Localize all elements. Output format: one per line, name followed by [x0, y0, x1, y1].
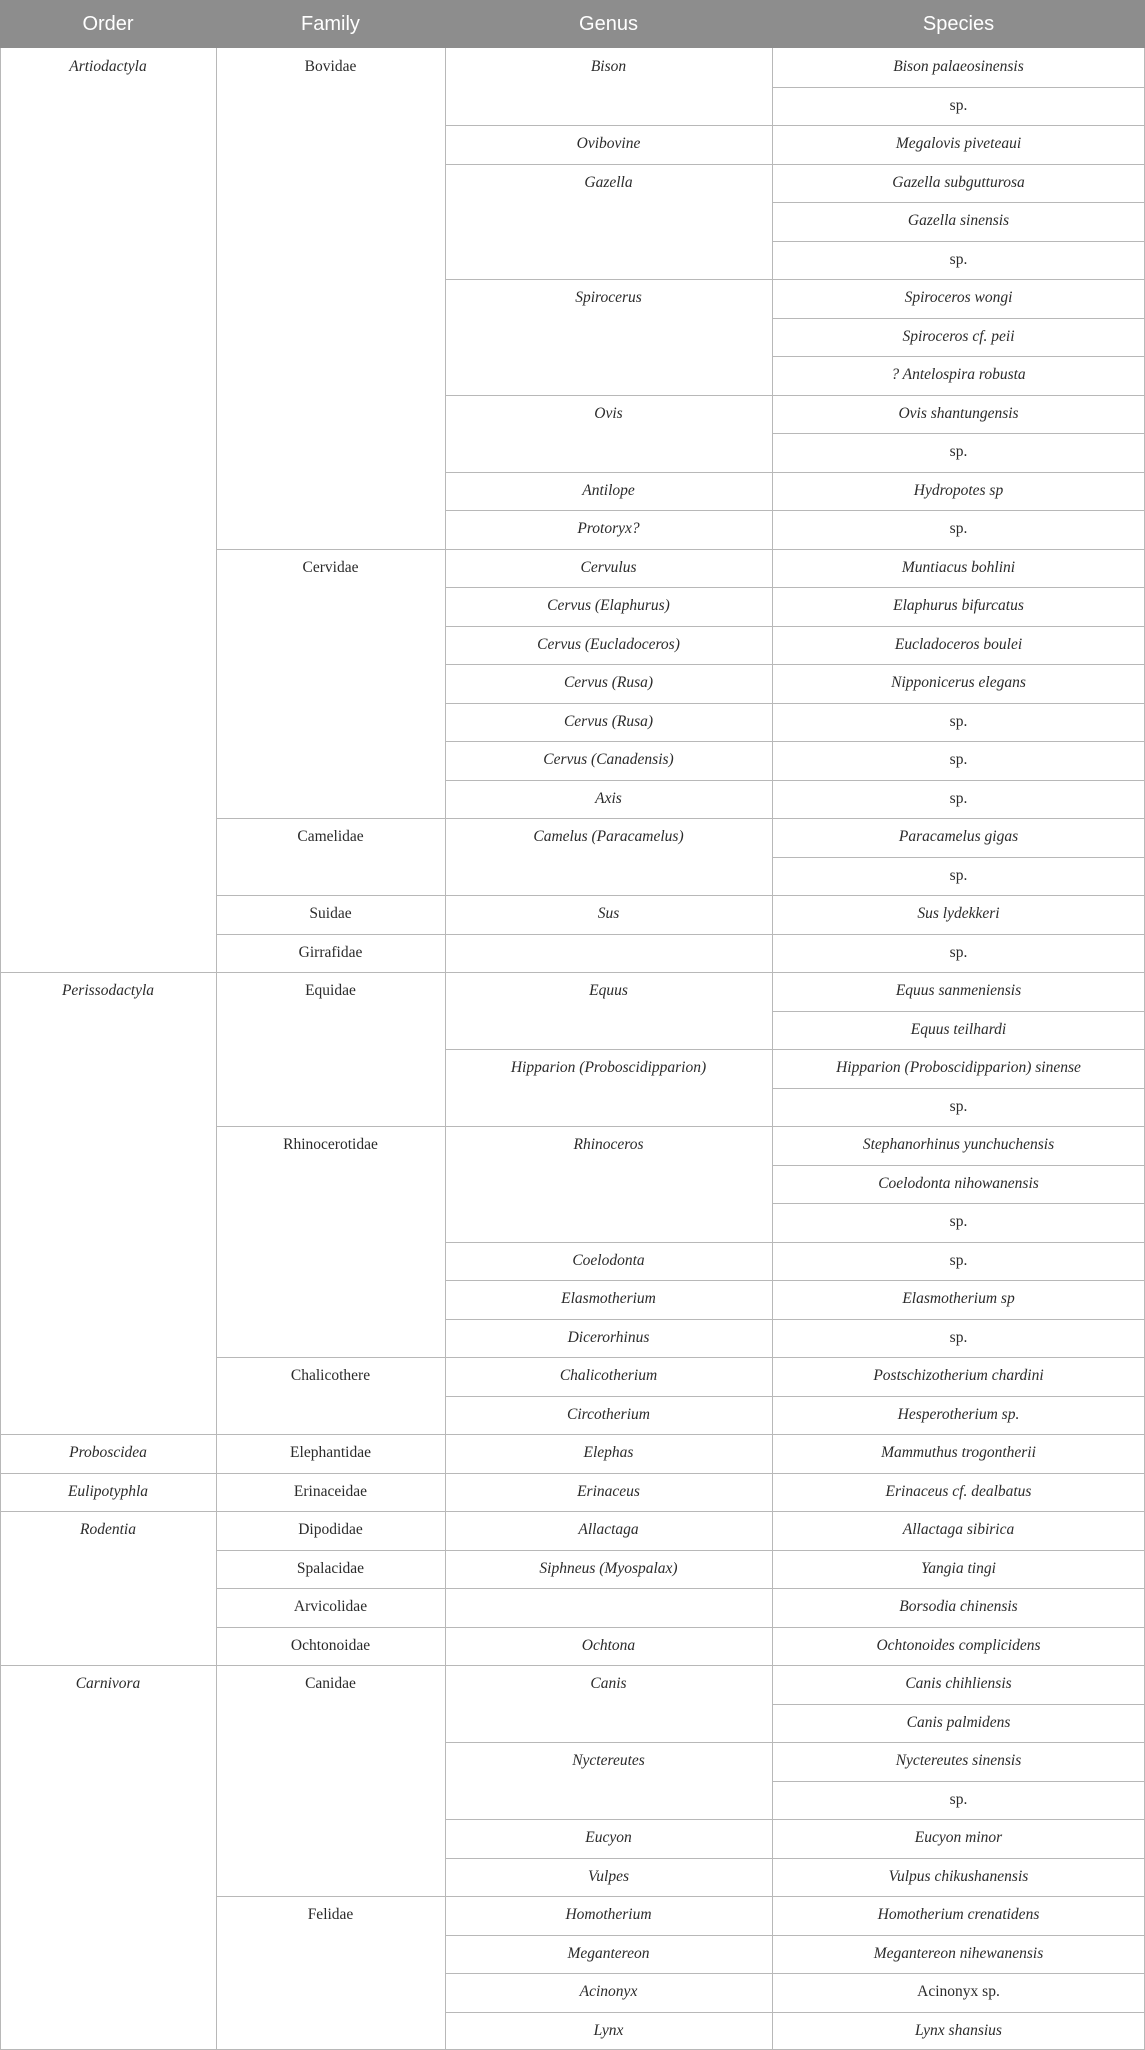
- row-divider: [772, 395, 1145, 396]
- family-cell-spalacidae: Spalacidae: [296, 1559, 365, 1577]
- column-divider: [772, 48, 773, 2050]
- genus-cell-lynx: Lynx: [593, 2021, 624, 2039]
- species-cell-antelospira-robusta: ? Antelospira robusta: [891, 366, 1026, 383]
- row-divider: [445, 1357, 772, 1358]
- genus-cell-antilope: Antilope: [582, 481, 635, 499]
- family-cell-ochtonoidae: Ochtonoidae: [290, 1636, 371, 1654]
- row-divider: [772, 1935, 1145, 1936]
- species-cell-erinaceus-cf-dealbatus: Erinaceus cf. dealbatus: [885, 1482, 1032, 1500]
- row-divider: [772, 1396, 1145, 1397]
- row-divider: [445, 1396, 772, 1397]
- species-cell-sus-lydekkeri: Sus lydekkeri: [917, 905, 1000, 922]
- species-cell-sp: sp.: [949, 1251, 968, 1269]
- row-divider: [0, 972, 216, 973]
- genus-cell-spirocerus: Spirocerus: [575, 289, 642, 306]
- row-divider: [772, 1704, 1145, 1705]
- species-cell-muntiacus-bohlini: Muntiacus bohlini: [901, 558, 1016, 576]
- column-header-species: Species: [772, 0, 1145, 48]
- species-cell-sp: sp.: [949, 943, 968, 961]
- row-divider: [445, 818, 772, 819]
- row-divider: [445, 1550, 772, 1551]
- row-divider: [772, 626, 1145, 627]
- row-divider: [772, 780, 1145, 781]
- row-divider: [216, 1511, 445, 1512]
- row-divider: [216, 818, 445, 819]
- species-cell-sp: sp.: [949, 250, 968, 268]
- row-divider: [772, 549, 1145, 550]
- row-divider: [216, 1588, 445, 1589]
- species-cell-nyctereutes-sinensis: Nyctereutes sinensis: [895, 1752, 1022, 1769]
- genus-cell-ovis: Ovis: [594, 404, 623, 422]
- species-cell-sp: sp.: [949, 520, 968, 537]
- row-divider: [445, 741, 772, 742]
- row-divider: [445, 626, 772, 627]
- species-cell-bison-palaeosinensis: Bison palaeosinensis: [893, 58, 1024, 75]
- species-cell-canis-palmidens: Canis palmidens: [906, 1713, 1011, 1731]
- row-divider: [772, 1126, 1145, 1127]
- row-divider: [772, 1165, 1145, 1166]
- genus-cell-bison: Bison: [590, 58, 627, 75]
- row-divider: [772, 1511, 1145, 1512]
- row-divider: [772, 1280, 1145, 1281]
- genus-cell-ochtona: Ochtona: [581, 1636, 636, 1654]
- row-divider: [772, 1203, 1145, 1204]
- species-cell-ochtonoides-complicidens: Ochtonoides complicidens: [876, 1636, 1041, 1654]
- row-divider: [216, 1357, 445, 1358]
- row-divider: [772, 587, 1145, 588]
- row-divider: [216, 1550, 445, 1551]
- genus-cell-cervulus: Cervulus: [580, 558, 637, 576]
- row-divider: [772, 510, 1145, 511]
- genus-cell-canis: Canis: [590, 1675, 627, 1692]
- species-cell-allactaga-sibirica: Allactaga sibirica: [902, 1521, 1015, 1538]
- row-divider: [772, 818, 1145, 819]
- row-divider: [216, 1665, 445, 1666]
- genus-cell-camelus-paracamelus: Camelus (Paracamelus): [533, 828, 684, 845]
- species-cell-gazella-sinensis: Gazella sinensis: [907, 212, 1010, 229]
- row-divider: [772, 279, 1145, 280]
- genus-cell-allactaga: Allactaga: [578, 1521, 639, 1538]
- species-cell-eucladoceros-boulei: Eucladoceros boulei: [894, 635, 1023, 653]
- row-divider: [216, 895, 445, 896]
- order-cell-carnivora: Carnivora: [75, 1675, 141, 1692]
- genus-cell-elasmotherium: Elasmotherium: [561, 1290, 656, 1307]
- row-divider: [0, 1665, 216, 1666]
- row-divider: [772, 318, 1145, 319]
- genus-cell-ovibovine: Ovibovine: [576, 135, 641, 152]
- row-divider: [445, 1742, 772, 1743]
- row-divider: [772, 1819, 1145, 1820]
- row-divider: [772, 1858, 1145, 1859]
- genus-cell-equus: Equus: [589, 982, 628, 999]
- species-cell-sp: sp.: [949, 1328, 968, 1346]
- row-divider: [0, 1434, 216, 1435]
- species-cell-yangia-tingi: Yangia tingi: [921, 1559, 996, 1577]
- species-cell-hydropotes-sp: Hydropotes sp: [913, 481, 1004, 499]
- row-divider: [0, 1511, 216, 1512]
- row-divider: [772, 895, 1145, 896]
- species-cell-paracamelus-gigas: Paracamelus gigas: [898, 828, 1019, 845]
- row-divider: [445, 1973, 772, 1974]
- family-cell-dipodidae: Dipodidae: [298, 1521, 363, 1538]
- genus-cell-homotherium: Homotherium: [565, 1906, 652, 1923]
- row-divider: [445, 934, 772, 935]
- family-cell-girrafidae: Girrafidae: [298, 943, 363, 961]
- family-cell-canidae: Canidae: [305, 1675, 356, 1692]
- family-cell-camelidae: Camelidae: [297, 828, 364, 845]
- row-divider: [445, 125, 772, 126]
- species-cell-spiroceros-wongi: Spiroceros wongi: [904, 289, 1013, 306]
- row-divider: [772, 1434, 1145, 1435]
- row-divider: [772, 1588, 1145, 1589]
- family-cell-arvicolidae: Arvicolidae: [293, 1598, 368, 1615]
- genus-cell-blank: [445, 1588, 772, 1627]
- species-cell-eucyon-minor: Eucyon minor: [914, 1829, 1003, 1846]
- row-divider: [772, 202, 1145, 203]
- genus-cell-sus: Sus: [597, 905, 620, 922]
- row-divider: [216, 1473, 445, 1474]
- species-cell-elaphurus-bifurcatus: Elaphurus bifurcatus: [893, 597, 1024, 614]
- row-divider: [445, 1935, 772, 1936]
- row-divider: [445, 1242, 772, 1243]
- family-cell-suidae: Suidae: [309, 905, 352, 922]
- row-divider: [445, 1319, 772, 1320]
- row-divider: [772, 2012, 1145, 2013]
- order-cell-proboscidea: Proboscidea: [69, 1444, 147, 1461]
- row-divider: [445, 972, 772, 973]
- species-cell-equus-teilhardi: Equus teilhardi: [910, 1020, 1007, 1038]
- species-cell-sp: sp.: [949, 866, 968, 884]
- row-divider: [772, 1473, 1145, 1474]
- order-cell-artiodactyla: Artiodactyla: [69, 58, 147, 75]
- row-divider: [216, 1896, 445, 1897]
- row-divider: [445, 1126, 772, 1127]
- row-divider: [445, 279, 772, 280]
- genus-cell-cervus-elaphurus: Cervus (Elaphurus): [547, 597, 670, 614]
- row-divider: [445, 1665, 772, 1666]
- genus-cell-cervus-canadensis: Cervus (Canadensis): [543, 751, 674, 768]
- column-header-genus: Genus: [445, 0, 772, 48]
- row-divider: [445, 472, 772, 473]
- row-divider: [772, 934, 1145, 935]
- column-divider: [445, 48, 446, 2050]
- species-cell-hipparion-proboscidipparion-sinense: Hipparion (Proboscidipparion) sinense: [836, 1059, 1081, 1076]
- row-divider: [216, 549, 445, 550]
- genus-cell-eucyon: Eucyon: [585, 1829, 632, 1846]
- row-divider: [445, 1627, 772, 1628]
- species-cell-sp: sp.: [949, 712, 968, 730]
- species-cell-elasmotherium-sp: Elasmotherium sp: [902, 1290, 1015, 1307]
- species-cell-borsodia-chinensis: Borsodia chinensis: [899, 1598, 1018, 1615]
- genus-cell-siphneus-myospalax: Siphneus (Myospalax): [539, 1559, 678, 1577]
- row-divider: [772, 1896, 1145, 1897]
- row-divider: [216, 1627, 445, 1628]
- row-divider: [772, 472, 1145, 473]
- row-divider: [772, 87, 1145, 88]
- column-header-order: Order: [0, 0, 216, 48]
- row-divider: [445, 1473, 772, 1474]
- order-cell-eulipotyphla: Eulipotyphla: [67, 1482, 149, 1500]
- row-divider: [445, 510, 772, 511]
- row-divider: [445, 1896, 772, 1897]
- row-divider: [772, 1973, 1145, 1974]
- row-divider: [772, 1550, 1145, 1551]
- row-divider: [216, 934, 445, 935]
- row-divider: [772, 433, 1145, 434]
- row-divider: [772, 1357, 1145, 1358]
- family-cell-cervidae: Cervidae: [302, 558, 359, 576]
- row-divider: [445, 703, 772, 704]
- species-cell-coelodonta-nihowanensis: Coelodonta nihowanensis: [878, 1174, 1039, 1192]
- genus-cell-megantereon: Megantereon: [567, 1944, 650, 1962]
- genus-cell-cervus-rusa: Cervus (Rusa): [563, 674, 654, 691]
- row-divider: [445, 1588, 772, 1589]
- genus-cell-axis: Axis: [595, 789, 622, 807]
- order-cell-perissodactyla: Perissodactyla: [61, 982, 155, 999]
- genus-cell-blank: [445, 934, 772, 973]
- species-cell-canis-chihliensis: Canis chihliensis: [905, 1675, 1012, 1692]
- row-divider: [772, 1319, 1145, 1320]
- genus-cell-elephas: Elephas: [583, 1444, 634, 1461]
- row-divider: [0, 1473, 216, 1474]
- species-cell-mammuthus-trogontherii: Mammuthus trogontherii: [881, 1444, 1036, 1461]
- row-divider: [772, 972, 1145, 973]
- row-divider: [772, 1742, 1145, 1743]
- species-cell-nipponicerus-elegans: Nipponicerus elegans: [891, 674, 1026, 691]
- row-divider: [772, 741, 1145, 742]
- genus-cell-acinonyx: Acinonyx: [579, 1983, 638, 2000]
- species-cell-spiroceros-cf-peii: Spiroceros cf. peii: [902, 327, 1015, 345]
- row-divider: [445, 395, 772, 396]
- row-divider: [772, 1781, 1145, 1782]
- species-cell-ovis-shantungensis: Ovis shantungensis: [898, 404, 1019, 422]
- row-divider: [216, 972, 445, 973]
- genus-cell-chalicotherium: Chalicotherium: [559, 1367, 658, 1384]
- row-divider: [445, 549, 772, 550]
- species-cell-megantereon-nihewanensis: Megantereon nihewanensis: [873, 1944, 1044, 1962]
- species-cell-hesperotherium-sp: Hesperotherium sp.: [897, 1405, 1020, 1423]
- column-divider: [0, 48, 1, 2050]
- genus-cell-cervus-eucladoceros: Cervus (Eucladoceros): [537, 635, 680, 653]
- row-divider: [445, 1049, 772, 1050]
- row-divider: [772, 1011, 1145, 1012]
- row-divider: [445, 1819, 772, 1820]
- species-cell-gazella-subgutturosa: Gazella subgutturosa: [892, 173, 1025, 191]
- family-cell-rhinocerotidae: Rhinocerotidae: [283, 1136, 378, 1153]
- row-divider: [445, 780, 772, 781]
- row-divider: [772, 125, 1145, 126]
- species-cell-megalovis-piveteaui: Megalovis piveteaui: [895, 135, 1022, 152]
- row-divider: [216, 1126, 445, 1127]
- species-cell-stephanorhinus-yunchuchensis: Stephanorhinus yunchuchensis: [862, 1136, 1055, 1153]
- genus-cell-dicerorhinus: Dicerorhinus: [567, 1328, 650, 1346]
- row-divider: [772, 241, 1145, 242]
- row-divider: [772, 1627, 1145, 1628]
- species-cell-sp: sp.: [949, 751, 968, 768]
- species-cell-homotherium-crenatidens: Homotherium crenatidens: [877, 1906, 1040, 1923]
- row-divider: [445, 164, 772, 165]
- row-divider: [772, 857, 1145, 858]
- row-divider: [445, 1280, 772, 1281]
- genus-cell-coelodonta: Coelodonta: [572, 1251, 645, 1269]
- row-divider: [772, 356, 1145, 357]
- row-divider: [772, 664, 1145, 665]
- row-divider: [772, 1049, 1145, 1050]
- order-cell-rodentia: Rodentia: [80, 1521, 136, 1538]
- row-divider: [772, 1242, 1145, 1243]
- species-cell-sp: sp.: [949, 96, 968, 114]
- row-divider: [445, 1511, 772, 1512]
- row-divider: [445, 664, 772, 665]
- row-divider: [445, 1858, 772, 1859]
- species-cell-sp: sp.: [949, 1213, 968, 1230]
- row-divider: [445, 587, 772, 588]
- column-divider: [216, 48, 217, 2050]
- species-cell-acinonyx-sp: Acinonyx sp.: [917, 1983, 1000, 2000]
- species-cell-sp: sp.: [949, 1790, 968, 1808]
- family-cell-erinaceidae: Erinaceidae: [293, 1482, 368, 1500]
- row-divider: [772, 703, 1145, 704]
- species-cell-sp: sp.: [949, 443, 968, 460]
- genus-cell-rhinoceros: Rhinoceros: [573, 1136, 644, 1153]
- family-cell-chalicothere: Chalicothere: [290, 1367, 371, 1384]
- family-cell-elephantidae: Elephantidae: [290, 1444, 371, 1461]
- genus-cell-circotherium: Circotherium: [567, 1405, 650, 1423]
- species-cell-sp: sp.: [949, 1097, 968, 1115]
- family-cell-felidae: Felidae: [307, 1906, 354, 1923]
- genus-cell-erinaceus: Erinaceus: [577, 1482, 640, 1500]
- row-divider: [445, 895, 772, 896]
- row-divider: [772, 1665, 1145, 1666]
- row-divider: [216, 1434, 445, 1435]
- row-divider: [445, 1434, 772, 1435]
- genus-cell-protoryx: Protoryx?: [577, 520, 640, 537]
- genus-cell-gazella: Gazella: [584, 173, 633, 191]
- row-divider: [772, 1088, 1145, 1089]
- genus-cell-cervus-rusa: Cervus (Rusa): [563, 712, 654, 730]
- genus-cell-nyctereutes: Nyctereutes: [572, 1752, 645, 1769]
- row-divider: [772, 164, 1145, 165]
- genus-cell-vulpes: Vulpes: [587, 1867, 630, 1885]
- family-cell-bovidae: Bovidae: [304, 58, 357, 75]
- row-divider: [445, 2012, 772, 2013]
- genus-cell-hipparion-proboscidipparion: Hipparion (Proboscidipparion): [510, 1059, 707, 1076]
- family-cell-equidae: Equidae: [305, 982, 356, 999]
- species-cell-lynx-shansius: Lynx shansius: [915, 2021, 1002, 2039]
- species-cell-vulpus-chikushanensis: Vulpus chikushanensis: [888, 1867, 1029, 1885]
- column-header-family: Family: [216, 0, 445, 48]
- species-cell-postschizotherium-chardini: Postschizotherium chardini: [873, 1367, 1044, 1384]
- species-cell-equus-sanmeniensis: Equus sanmeniensis: [895, 982, 1022, 999]
- species-cell-sp: sp.: [949, 789, 968, 807]
